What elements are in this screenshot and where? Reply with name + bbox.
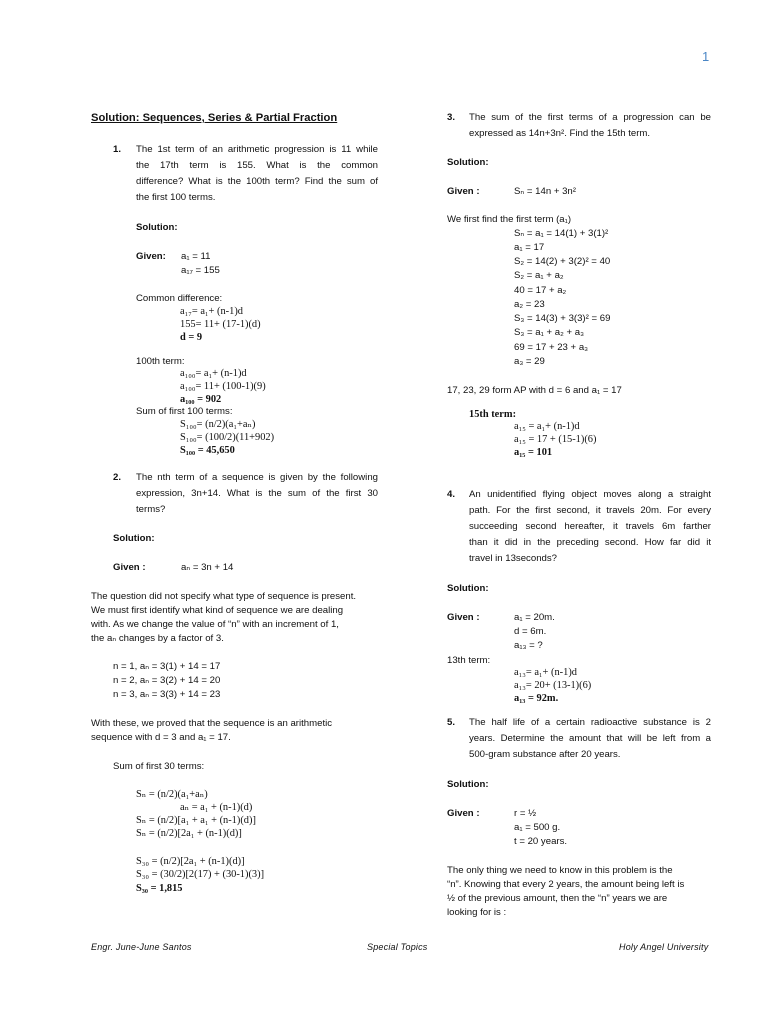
equation: 40 = 17 + a₂ [514, 285, 567, 296]
given-value: a₁₃ = ? [514, 640, 543, 651]
equation: a₁₅ = a₁+ (n-1)d [514, 421, 580, 432]
footer-author: Engr. June-June Santos [91, 942, 192, 952]
section-label: 100th term: [136, 356, 185, 367]
paragraph-line: “n”. Knowing that every 2 years, the amount being left is [447, 879, 685, 890]
section-label: Common difference: [136, 293, 223, 304]
paragraph-line: The question did not specify what type of sequence is present. [91, 591, 357, 602]
section-label: 13th term: [447, 655, 491, 666]
equation: a₁ = 17 [514, 242, 545, 253]
question-line: The sum of the first terms of a progression can be [469, 112, 711, 123]
equation: a₁₀₀= a₁+ (n-1)d [180, 368, 247, 379]
section-label: Sum of first 100 terms: [136, 406, 233, 417]
equation: S₂ = a₁ + a₂ [514, 270, 564, 281]
question-line: The nth term of a sequence is given by the following [136, 472, 378, 483]
question-line: The half life of a certain radioactive substance is 2 [469, 717, 711, 728]
given-value: a₁ = 20m. [514, 612, 555, 623]
equation: a₃ = 29 [514, 356, 545, 367]
equation: S₃ = a₁ + a₂ + a₃ [514, 327, 584, 338]
equation: S₃ = 14(3) + 3(3)² = 69 [514, 313, 611, 324]
given-label: Given: [136, 251, 166, 262]
given-value: d = 6m. [514, 626, 547, 637]
equation: 69 = 17 + 23 + a₃ [514, 342, 589, 353]
given-value: Sₙ = 14n + 3n² [514, 186, 576, 197]
question-line: An unidentified flying object moves along a straight [469, 489, 711, 500]
paragraph-line: ½ of the previous amount, then the “n” years we are [447, 893, 668, 904]
equation: S₃₀ = (30/2)[2(17) + (30-1)(3)] [136, 869, 265, 880]
question-line: years. Determine the amount that will be left from a [469, 733, 711, 744]
equation: S₃₀ = (n/2)[2a₁ + (n-1)(d)] [136, 856, 245, 867]
paragraph-line: the aₙ changes by a factor of 3. [91, 633, 224, 644]
given-label: Given : [447, 186, 480, 197]
paragraph-line: sequence with d = 3 and a₁ = 17. [91, 732, 231, 743]
equation: Sₙ = (n/2)[a₁ + a₁ + (n-1)(d)] [136, 815, 256, 826]
given-value: r = ½ [514, 808, 537, 819]
equation: aₙ = a₁ + (n-1)(d) [180, 802, 253, 813]
equation: a₁₃= 20+ (13-1)(6) [514, 680, 592, 691]
result: a₁₅ = 101 [514, 447, 553, 458]
given-value: t = 20 years. [514, 836, 568, 847]
result: S₁₀₀ = 45,650 [180, 445, 235, 456]
page-title: Solution: Sequences, Series & Partial Fraction [91, 112, 338, 124]
question-line: expressed as 14n+3n². Find the 15th term. [469, 128, 651, 139]
equation: n = 1, aₙ = 3(1) + 14 = 17 [113, 661, 221, 672]
page-number: 1 [702, 49, 710, 64]
result: a₁₀₀ = 902 [180, 394, 222, 405]
paragraph-line: We first find the first term (a₁) [447, 214, 572, 225]
given-label: Given : [447, 808, 480, 819]
question-line: the 17th term is 155. What is the common [136, 160, 378, 171]
given-value: a₁ = 11 [181, 251, 211, 262]
question-line: difference? What is the 100th term? Find the sum of [136, 176, 378, 187]
question-line: than it did in the preceding second. How far did it [469, 537, 711, 548]
question-line: expression, 3n+14. What is the sum of the first 30 [136, 488, 378, 499]
problem-number: 5. [447, 717, 456, 728]
given-value: aₙ = 3n + 14 [181, 562, 234, 573]
paragraph-line: We must first identify what kind of sequence we are dealing [91, 605, 344, 616]
footer-school: Holy Angel University [619, 942, 709, 952]
equation: a₁₇= a₁+ (n-1)d [180, 306, 243, 317]
given-label: Given : [113, 562, 146, 573]
solution-label: Solution: [447, 583, 489, 594]
result: d = 9 [180, 332, 203, 343]
problem-number: 1. [113, 144, 122, 155]
question-line: The 1st term of an arithmetic progression is 11 while [136, 144, 378, 155]
result: a₁₃ = 92m. [514, 693, 559, 704]
equation: a₁₃= a₁+ (n-1)d [514, 667, 577, 678]
paragraph-line: With these, we proved that the sequence is an arithmetic [91, 718, 333, 729]
question-line: path. For the first second, it travels 20m. For every [469, 505, 711, 516]
equation: S₂ = 14(2) + 3(2)² = 40 [514, 256, 611, 267]
equation: S₁₀₀= (100/2)(11+902) [180, 432, 275, 443]
equation: a₂ = 23 [514, 299, 545, 310]
equation: n = 3, aₙ = 3(3) + 14 = 23 [113, 689, 221, 700]
given-value: a₁₇ = 155 [181, 265, 220, 276]
paragraph-line: with. As we change the value of “n” with an increment of 1, [91, 619, 339, 630]
problem-number: 3. [447, 112, 456, 123]
equation: Sₙ = (n/2)[2a₁ + (n-1)(d)] [136, 828, 242, 839]
given-label: Given : [447, 612, 480, 623]
paragraph-line: 17, 23, 29 form AP with d = 6 and a₁ = 17 [447, 385, 622, 396]
footer-course: Special Topics [367, 942, 428, 952]
question-line: 500-gram substance after 20 years. [469, 749, 621, 760]
equation: a₁₅ = 17 + (15-1)(6) [514, 434, 597, 445]
paragraph-line: The only thing we need to know in this problem is the [447, 865, 673, 876]
solution-label: Solution: [136, 222, 178, 233]
solution-label: Solution: [447, 157, 489, 168]
equation: a₁₀₀= 11+ (100-1)(9) [180, 381, 266, 392]
question-line: terms? [136, 504, 166, 515]
problem-number: 4. [447, 489, 456, 500]
solution-label: Solution: [447, 779, 489, 790]
solution-label: Solution: [113, 533, 155, 544]
given-value: a₁ = 500 g. [514, 822, 561, 833]
equation: S₁₀₀= (n/2)(a₁+aₙ) [180, 419, 256, 430]
result: S₃₀ = 1,815 [136, 883, 183, 894]
equation: Sₙ = (n/2)(a₁+aₙ) [136, 789, 208, 800]
equation: 155= 11+ (17-1)(d) [180, 319, 261, 330]
section-label: Sum of first 30 terms: [113, 761, 205, 772]
equation: Sₙ = a₁ = 14(1) + 3(1)² [514, 228, 609, 239]
question-line: succeeding second hereafter, it travels 6m farther [469, 521, 711, 532]
section-label: 15th term: [469, 409, 517, 420]
paragraph-line: looking for is : [447, 907, 507, 918]
problem-number: 2. [113, 472, 122, 483]
question-line: travel in 13seconds? [469, 553, 557, 564]
question-line: the first 100 terms. [136, 192, 216, 203]
equation: n = 2, aₙ = 3(2) + 14 = 20 [113, 675, 221, 686]
